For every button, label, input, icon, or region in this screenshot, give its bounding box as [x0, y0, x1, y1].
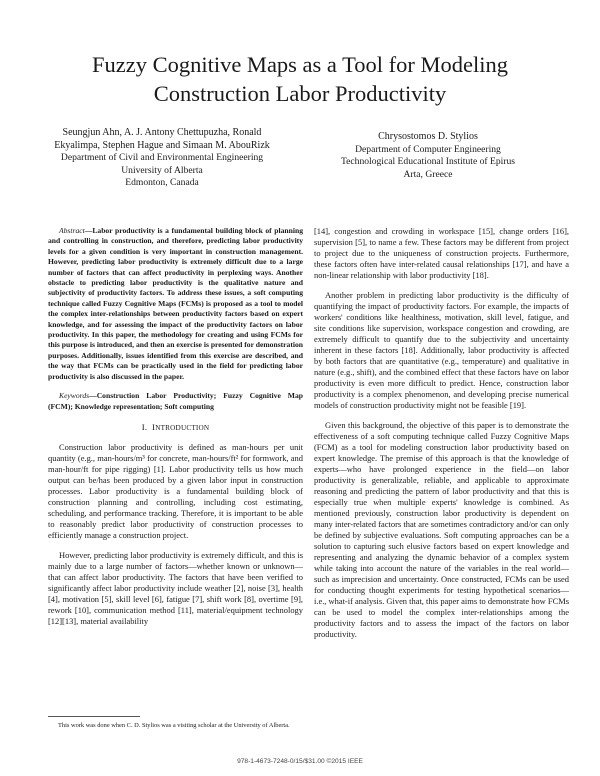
author-block-left: [52, 127, 272, 190]
section-number: I.: [141, 421, 148, 432]
keywords-text: —Construction Labor Productivity; Fuzzy Cognitive Map (FCM); Knowledge representation; Soft computing: [48, 391, 303, 411]
author-dept-right: Department of Computer Engineering: [355, 143, 501, 155]
author-names-left: Seungjun Ahn, A. J. Antony Chettupuzha, Ronald Ekyalimpa, Stephen Hague and Simaan M. AbouRizk: [54, 127, 270, 151]
left-column: [48, 226, 303, 627]
author-institution-right: Technological Educational Institute of Epirus: [340, 156, 516, 168]
body-paragraph: However, predicting labor productivity is extremely difficult, and this is mainly due to a large number of factors—whether known or unknown—that can affect labor productivity. The factors that have been verified to significantly affect labor productivity include weather [2], noise [3], health [4], motivation [5], skill level [6], fatigue [7], shift work [8], overtime [9], rework [10], communication method [11], material/equipment technology [12][13], material availability: [48, 549, 303, 626]
author-names-right: Chrysostomos D. Stylios: [378, 131, 478, 142]
section-title-rest: NTRODUCTION: [155, 423, 210, 432]
body-paragraph: Another problem in predicting labor productivity is the difficulty of quantifying the impact of productivity factors. For example, the impacts of workers' conditions like healthiness, motivation, skill level, fatigue, and site conditions like supervision, workspace congestion and crowding, are extremely difficult to quantify due to the subjectivity and uncertainty inherent in these factors [18]. Additionally, labor productivity is affected by both factors that are quantitative (e.g., temperature) and qualitative in nature (e.g., shift), and the combined effect that these factors have on labor productivity is even more difficult to predict. Hence, construction labor productivity is a complex phenomenon, and developing precise numerical models of construction productivity might not be feasible [19].: [314, 290, 569, 410]
keywords-label: Keywords: [59, 391, 90, 401]
section-initial: I: [152, 421, 156, 432]
paper-title: [30, 50, 570, 108]
copyright-footer: 978-1-4673-7248-0/15/$31.00 ©2015 IEEE: [237, 758, 363, 765]
author-institution-left: University of Alberta: [121, 164, 203, 176]
title-line-1: Fuzzy Cognitive Maps as a Tool for Modeling: [91, 52, 509, 77]
footnote-divider: [48, 716, 140, 717]
author-location-right: Arta, Greece: [403, 168, 453, 180]
body-paragraph: Given this background, the objective of this paper is to demonstrate the effectiveness of a soft computing technique called Fuzzy Cognitive Maps (FCM) as a tool for modeling construction labor productivity based on expert knowledge. The premise of this approach is that the knowledge of experts—who have prolonged experience in the field—on labor productivity is generalizable, reliable, and applicable to approximate reasoning and predicting the pattern of labor productivity and that this is especially true when multiple experts' knowledge is combined. As mentioned previously, construction labor productivity is dependent on many inter-related factors that are sometimes contradictory and/or can only be defined by subjective evaluations. Soft computing approaches can be a solution to capturing such elusive factors based on expert knowledge and representing and analyzing the dynamic behavior of a complex system while taking into account the nature of the variables in the real world—such as imprecision and uncertainty. Once constructed, FCMs can be used for conducting thought experiments for testing hypothetical scenarios—i.e., what-if analysis. Given that, this paper aims to demonstrate how FCMs can be used to model the complex inter-relationships among the productivity factors and to assess the impact of the factors on labor productivity.: [314, 420, 569, 639]
footnote: This work was done when C. D. Stylios was a visiting scholar at the University of Alberta.: [58, 722, 290, 729]
body-paragraph: [14], congestion and crowding in workspace [15], change orders [16], supervision [5], to name a few. These factors may be different from project to project due to the uniqueness of construction projects. Furthermore, these factors often have inter-related causal relationships [17], and have a non-linear relationship with labor productivity [18].: [314, 226, 569, 280]
keywords: [48, 391, 303, 412]
abstract: [48, 226, 303, 382]
title-line-2: Construction Labor Productivity: [153, 81, 447, 106]
right-column: [314, 226, 569, 640]
author-block-right: [318, 131, 538, 181]
abstract-label: Abstract: [59, 226, 85, 235]
section-heading-introduction: [48, 422, 303, 434]
abstract-text: —Labor productivity is a fundamental building block of planning and controlling in construction, and therefore, predicting labor productivity levels for a given condition is very important in construction management. However, predicting labor productivity is extremely difficult due to a large number of factors that can affect productivity in perplexing ways. Another obstacle to predicting labor productivity is the qualitative nature and subjectivity of productivity factors. To address these issues, a soft computing technique called Fuzzy Cognitive Maps (FCMs) is proposed as a tool to model the complex inter-relationships between productivity factors based on expert knowledge, and for assessing the impact of the productivity factors on labor productivity. In this paper, the methodology for creating and using FCMs for this purpose is introduced, and then an exercise is presented for demonstration purposes. Additionally, issues identified from this exercise are described, and the way that FCMs can be practically used in the field for predicting labor productivity is also discussed in the paper.: [48, 226, 303, 381]
author-location-left: Edmonton, Canada: [125, 177, 199, 189]
author-dept-left: Department of Civil and Environmental Engineering: [60, 152, 264, 164]
body-paragraph: Construction labor productivity is defined as man-hours per unit quantity (e.g., man-hours/m³ for concrete, man-hours/ft² for formwork, and man-hour/ft for pipe rigging) [1]. Labor productivity tells us how much output can be/has been produced by a given labor input in construction processes. Labor productivity is a fundamental building block of construction planning and controlling, including cost estimating, scheduling, and performance tracking. Therefore, it is important to be able to reasonably predict labor productivity of construction processes to efficiently manage a construction project.: [48, 441, 303, 540]
